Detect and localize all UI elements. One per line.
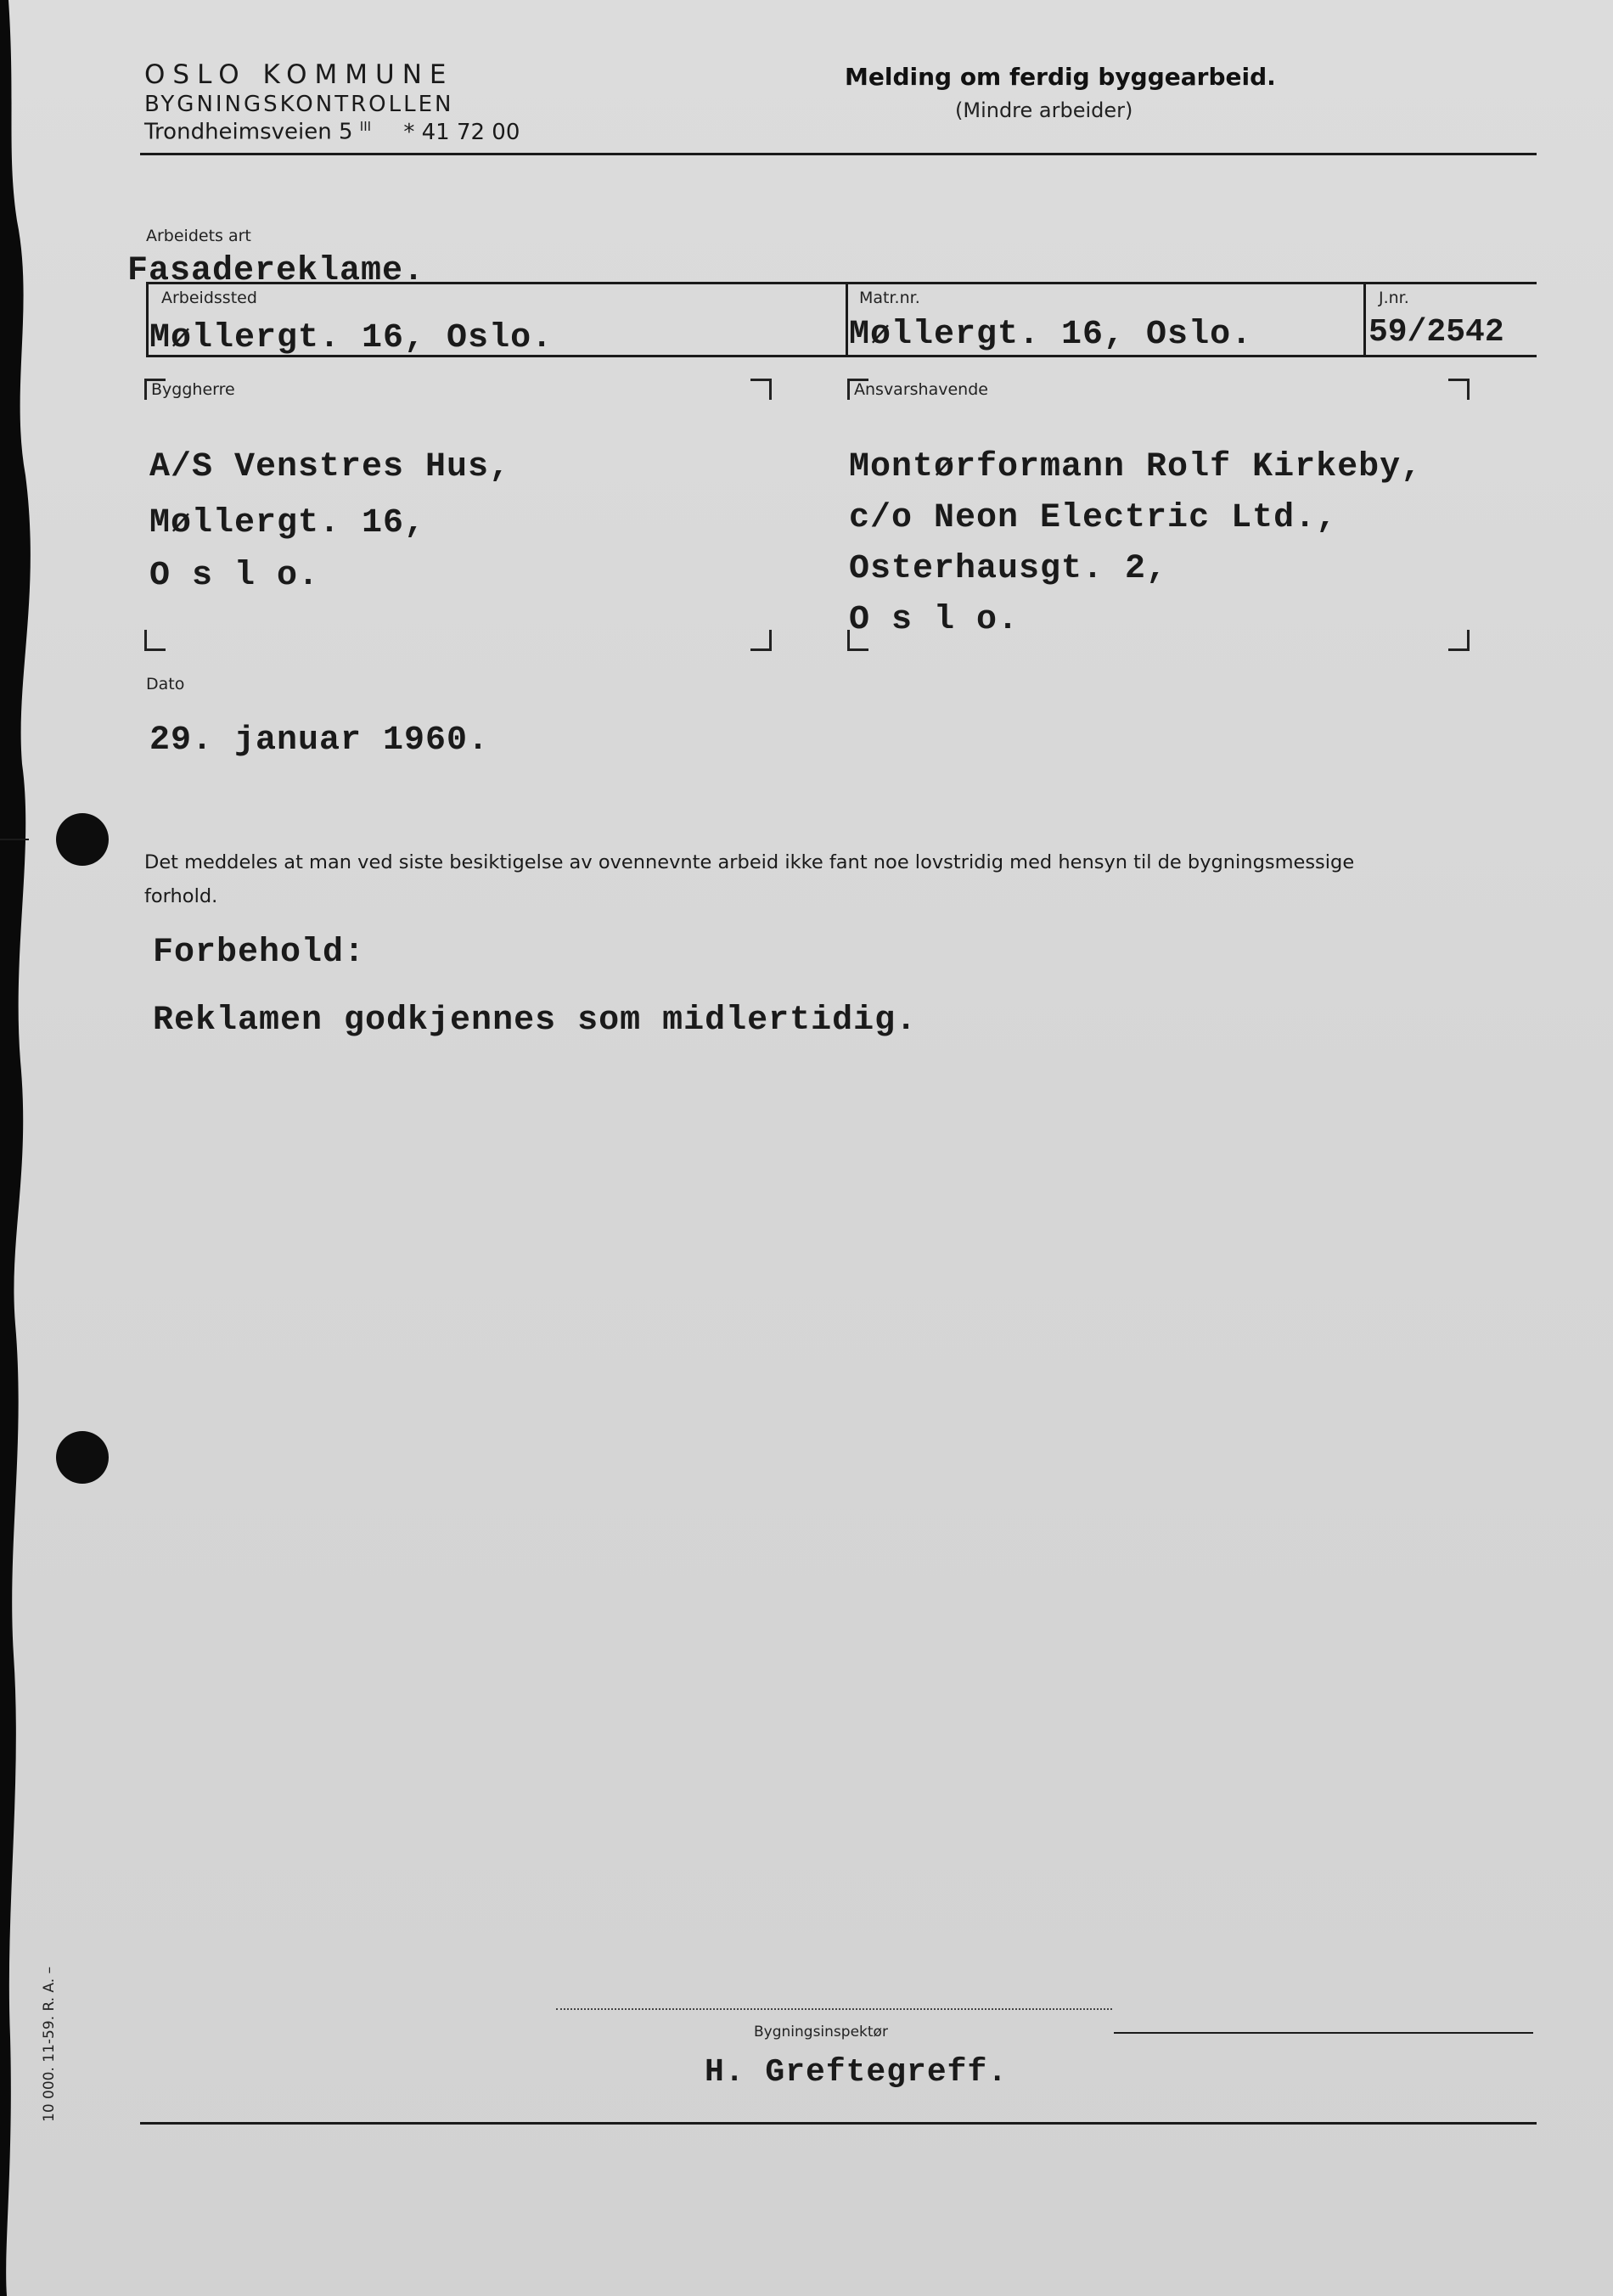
field-box-left xyxy=(146,282,149,356)
byggherre-corner-bl xyxy=(144,630,166,651)
matr-value: Møllergt. 16, Oslo. xyxy=(849,316,1253,354)
org-floor: III xyxy=(359,119,372,134)
byggherre-line-1: A/S Venstres Hus, xyxy=(149,448,511,486)
arbeidssted-label: Arbeidssted xyxy=(161,289,257,307)
ansvarshavende-corner-br xyxy=(1448,630,1470,651)
statement-text-cont: forhold. xyxy=(144,885,218,907)
field-box-divider-2 xyxy=(1363,282,1366,356)
byggherre-line-2: Møllergt. 16, xyxy=(149,504,426,542)
jnr-label: J.nr. xyxy=(1379,289,1409,307)
signature-name: H. Greftegreff. xyxy=(705,2054,1009,2091)
matr-label: Matr.nr. xyxy=(859,289,920,307)
footer-rule xyxy=(140,2122,1537,2125)
punch-hole-top xyxy=(56,813,109,866)
byggherre-corner-br xyxy=(750,630,772,651)
field-box-top xyxy=(146,282,1537,284)
hole-tick-mark xyxy=(0,839,29,840)
org-phone: * 41 72 00 xyxy=(403,119,520,145)
dato-label: Dato xyxy=(146,675,185,693)
ansvarshavende-label: Ansvarshavende xyxy=(854,380,988,399)
ansvarshavende-line-4: O s l o. xyxy=(849,601,1020,639)
jnr-value: 59/2542 xyxy=(1369,314,1504,351)
org-department: BYGNINGSKONTROLLEN xyxy=(144,92,454,117)
form-title: Melding om ferdig byggearbeid. xyxy=(845,63,1276,91)
signature-role-label: Bygningsinspektør xyxy=(754,2024,888,2041)
signature-dotted-line xyxy=(556,2008,1112,2010)
org-address-line xyxy=(144,119,520,145)
byggherre-corner-tr xyxy=(750,379,772,400)
ansvarshavende-line-2: c/o Neon Electric Ltd., xyxy=(849,499,1338,537)
header-rule xyxy=(140,153,1537,155)
forbehold-label: Forbehold: xyxy=(153,934,366,972)
org-address: Trondheimsveien 5 xyxy=(144,119,353,145)
statement-text: Det meddeles at man ved siste besiktigelse av ovennevnte arbeid ikke fant noe lovstridig med hensyn til de bygningsmessige xyxy=(144,851,1355,873)
punch-hole-bottom xyxy=(56,1431,109,1484)
form-subtitle: (Mindre arbeider) xyxy=(955,98,1133,122)
arbeidets-art-value: Fasadereklame. xyxy=(127,252,425,290)
byggherre-line-3: O s l o. xyxy=(149,557,320,595)
ansvarshavende-corner-tr xyxy=(1448,379,1470,400)
field-box-divider-1 xyxy=(846,282,848,356)
arbeidets-art-label: Arbeidets art xyxy=(146,227,251,245)
dato-value: 29. januar 1960. xyxy=(149,721,490,760)
forbehold-text: Reklamen godkjennes som midlertidig. xyxy=(153,1002,918,1040)
ansvarshavende-line-3: Osterhausgt. 2, xyxy=(849,550,1168,588)
torn-page-edge xyxy=(0,0,68,2296)
print-code: 10 000. 11-59. R. A. – xyxy=(41,1966,58,2122)
ansvarshavende-line-1: Montørformann Rolf Kirkeby, xyxy=(849,448,1423,486)
byggherre-label: Byggherre xyxy=(151,380,235,399)
org-name: OSLO KOMMUNE xyxy=(144,59,454,90)
arbeidssted-value: Møllergt. 16, Oslo. xyxy=(149,319,554,357)
signature-right-line xyxy=(1114,2032,1533,2034)
